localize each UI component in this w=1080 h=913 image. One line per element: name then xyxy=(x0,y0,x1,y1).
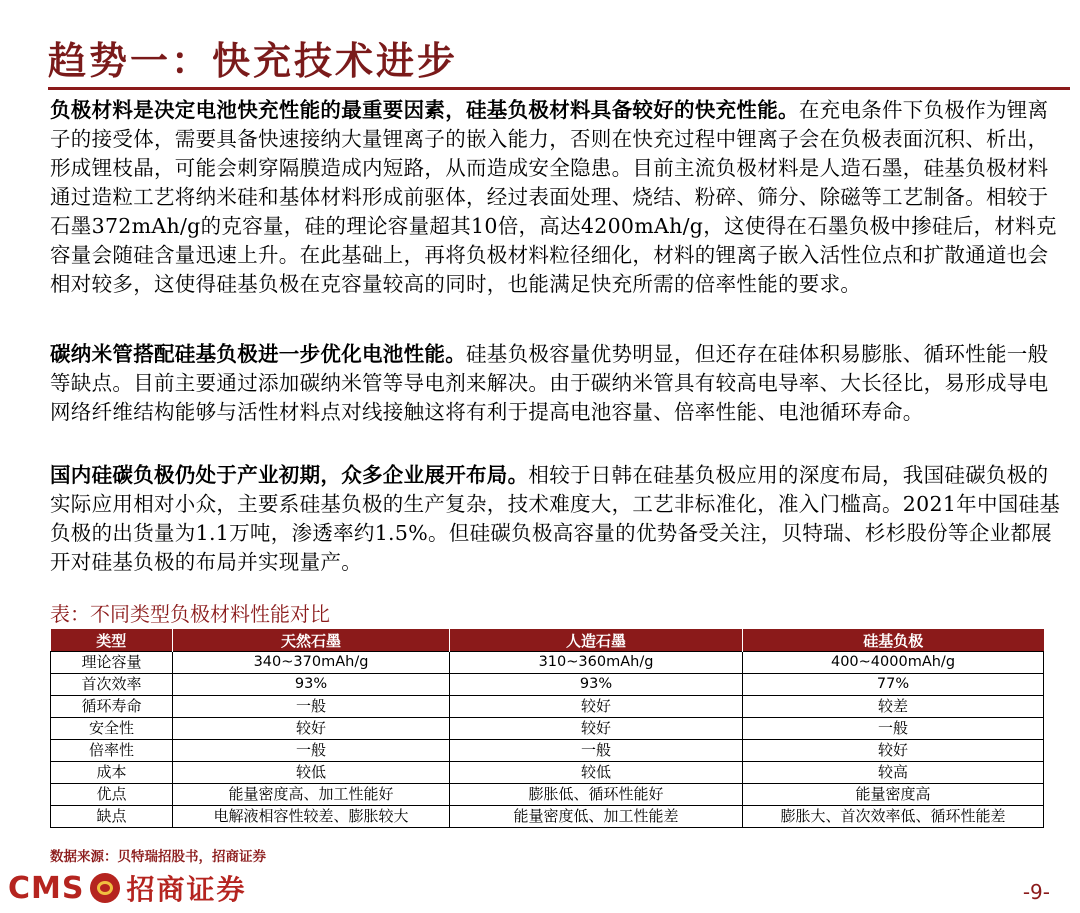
table-cell: 一般 xyxy=(450,740,743,762)
table-cell: 93% xyxy=(173,674,450,696)
table-cell: 较好 xyxy=(173,718,450,740)
table-cell: 膨胀大、首次效率低、循环性能差 xyxy=(743,806,1044,828)
paragraph-2 xyxy=(50,340,1062,427)
table-cell: 较低 xyxy=(173,762,450,784)
table-row xyxy=(51,784,1044,806)
table-cell: 能量密度高、加工性能好 xyxy=(173,784,450,806)
table-cell: 93% xyxy=(450,674,743,696)
table-header-cell: 硅基负极 xyxy=(743,629,1044,652)
table-cell: 成本 xyxy=(51,762,173,784)
table-cell: 一般 xyxy=(743,718,1044,740)
table-cell: 电解液相容性较差、膨胀较大 xyxy=(173,806,450,828)
logo-latin-text: CMS xyxy=(8,870,85,906)
table-row xyxy=(51,674,1044,696)
table-cell: 77% xyxy=(743,674,1044,696)
company-logo xyxy=(8,870,247,906)
table-cell: 400~4000mAh/g xyxy=(743,652,1044,674)
paragraph-1-body: 在充电条件下负极作为锂离子的接受体，需要具备快速接纳大量锂离子的嵌入能力，否则在快充过程中锂离子会在负极表面沉积、析出，形成锂枝晶，可能会刺穿隔膜造成内短路，从而造成安全隐患。目前主流负极材料是人造石墨，硅基负极材料通过造粒工艺将纳米硅和基体材料形成前驱体，经过表面处理、烧结、粉碎、筛分、除磁等工艺制备。相较于石墨372mAh/g的克容量，硅的理论容量超其10倍，高达4200mAh/g，这使得在石墨负极中掺硅后，材料克容量会随硅含量迅速上升。在此基础上，再将负极材料粒径细化，材料的锂离子嵌入活性位点和扩散通道也会相对较多，这使得硅基负极在克容量较高的同时，也能满足快充所需的倍率性能的要求。 xyxy=(50,98,1057,296)
paragraph-1-lead: 负极材料是决定电池快充性能的最重要因素，硅基负极材料具备较好的快充性能。 xyxy=(50,98,799,122)
table-cell: 能量密度高 xyxy=(743,784,1044,806)
table-row xyxy=(51,718,1044,740)
table-row xyxy=(51,806,1044,828)
table-cell: 优点 xyxy=(51,784,173,806)
table-cell: 理论容量 xyxy=(51,652,173,674)
paragraph-2-body: 硅基负极容量优势明显，但还存在硅体积易膨胀、循环性能一般等缺点。目前主要通过添加碳纳米管等导电剂来解决。由于碳纳米管具有较高电导率、大长径比，易形成导电网络纤维结构能够与活性材料点对线接触这将有利于提高电池容量、倍率性能、电池循环寿命。 xyxy=(50,342,1049,424)
table-row xyxy=(51,762,1044,784)
paragraph-3 xyxy=(50,461,1062,577)
table-row xyxy=(51,652,1044,674)
table-cell: 较低 xyxy=(450,762,743,784)
table-cell: 310~360mAh/g xyxy=(450,652,743,674)
table-cell: 较好 xyxy=(743,740,1044,762)
table-cell: 一般 xyxy=(173,740,450,762)
table-cell: 一般 xyxy=(173,696,450,718)
anode-comparison-table xyxy=(50,629,1044,828)
table-cell: 循环寿命 xyxy=(51,696,173,718)
table-cell: 较好 xyxy=(450,696,743,718)
table-title: 表：不同类型负极材料性能对比 xyxy=(50,602,330,626)
table-row xyxy=(51,696,1044,718)
table-cell: 倍率性 xyxy=(51,740,173,762)
page-number: -9- xyxy=(1022,880,1050,904)
table-cell: 首次效率 xyxy=(51,674,173,696)
table-cell: 缺点 xyxy=(51,806,173,828)
paragraph-3-lead: 国内硅碳负极仍处于产业初期，众多企业展开布局。 xyxy=(50,463,529,487)
table-cell: 膨胀低、循环性能好 xyxy=(450,784,743,806)
logo-chinese-text: 招商证券 xyxy=(126,873,247,906)
table-cell: 340~370mAh/g xyxy=(173,652,450,674)
table-row xyxy=(51,740,1044,762)
table-cell: 较差 xyxy=(743,696,1044,718)
table-cell: 较好 xyxy=(450,718,743,740)
paragraph-1 xyxy=(50,96,1062,299)
table-header-row xyxy=(51,629,1044,652)
table-header-cell: 类型 xyxy=(51,629,173,652)
page-title: 趋势一：快充技术进步 xyxy=(48,38,459,83)
paragraph-3-body: 相较于日韩在硅基负极应用的深度布局，我国硅碳负极的实际应用相对小众，主要系硅基负极的生产复杂，技术难度大，工艺非标准化，准入门槛高。2021年中国硅基负极的出货量为1.1万吨，渗透率约1.5%。但硅碳负极高容量的优势备受关注，贝特瑞、杉杉股份等企业都展开对硅基负极的布局并实现量产。 xyxy=(50,463,1061,574)
title-divider xyxy=(48,87,1070,90)
table-header-cell: 人造石墨 xyxy=(450,629,743,652)
table-cell: 能量密度低、加工性能差 xyxy=(450,806,743,828)
table-header-cell: 天然石墨 xyxy=(173,629,450,652)
data-source-note: 数据来源：贝特瑞招股书，招商证券 xyxy=(50,849,266,865)
table-cell: 安全性 xyxy=(51,718,173,740)
table-cell: 较高 xyxy=(743,762,1044,784)
paragraph-2-lead: 碳纳米管搭配硅基负极进一步优化电池性能。 xyxy=(50,342,466,366)
logo-badge-icon xyxy=(90,873,120,903)
